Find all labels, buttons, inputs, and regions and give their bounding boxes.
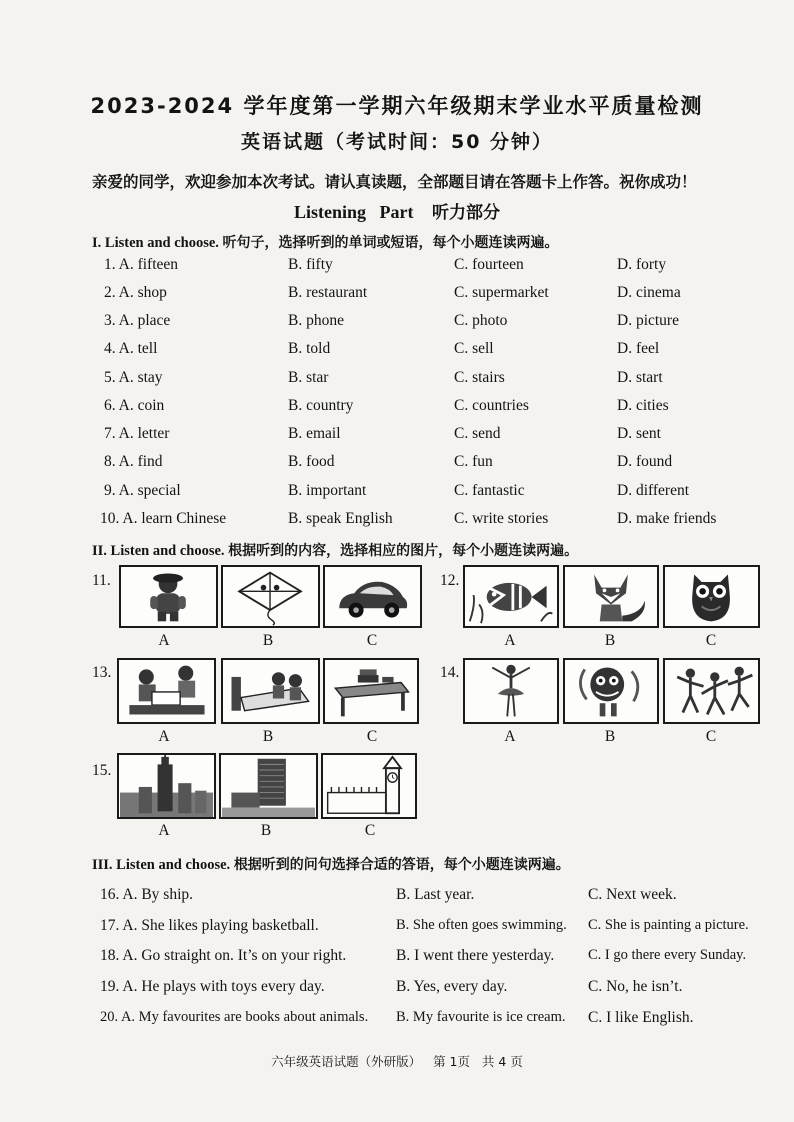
kung-fu-picture: [663, 658, 760, 724]
exam-subtitle: 英语试题（考试时间：50 分钟）: [240, 131, 554, 153]
fox-picture: [563, 565, 659, 628]
option-label: B: [262, 632, 274, 649]
option-a: 5. A. stay: [104, 369, 163, 386]
question-row: [0, 256, 794, 278]
option-a: 3. A. place: [104, 312, 171, 329]
kids-on-bed-picture: [221, 658, 320, 724]
option-b: B. star: [288, 369, 329, 386]
option-a: 4. A. tell: [104, 340, 158, 357]
section-2-heading-cn: 根据听到的内容，选择相应的图片，每个小题连读两遍。: [228, 543, 579, 559]
option-b: B. restaurant: [288, 284, 368, 301]
option-c: C. fun: [454, 453, 493, 470]
big-ben-picture: [321, 753, 417, 819]
question-row: [0, 369, 794, 391]
option-a: 18. A. Go straight on. It’s on your right.: [100, 947, 347, 964]
option-a: 19. A. He plays with toys every day.: [100, 978, 325, 995]
option-d: D. forty: [617, 256, 667, 273]
ballet-dancer-picture: [463, 658, 559, 724]
option-c: C. fantastic: [454, 482, 525, 499]
question-row: [0, 425, 794, 447]
option-label: A: [504, 728, 516, 745]
option-d: D. cinema: [617, 284, 681, 301]
section-1-heading-cn: 听句子，选择听到的单词或短语，每个小题连读两遍。: [222, 235, 559, 251]
question-row: [0, 510, 794, 532]
option-b: B. phone: [288, 312, 344, 329]
question-row: [0, 978, 794, 1000]
page-footer: 六年级英语试题（外研版） 第 1页 共 4 页: [271, 1054, 523, 1069]
option-b: B. I went there yesterday.: [396, 947, 555, 964]
question-row: [0, 482, 794, 504]
option-c: C. fourteen: [454, 256, 524, 273]
option-d: D. sent: [617, 425, 661, 442]
option-a: 20. A. My favourites are books about animals.: [100, 1009, 369, 1025]
option-label: A: [158, 632, 170, 649]
option-c: C. countries: [454, 397, 529, 414]
option-b: B. Last year.: [396, 886, 475, 903]
option-label: B: [260, 822, 272, 839]
option-d: D. cities: [617, 397, 669, 414]
question-number: 11.: [92, 572, 111, 589]
lion-dance-picture: [563, 658, 659, 724]
option-label: C: [705, 728, 717, 745]
option-label: B: [604, 728, 616, 745]
question-number: 14.: [440, 664, 460, 681]
option-b: B. Yes, every day.: [396, 978, 508, 995]
question-row: [0, 947, 794, 969]
section-3-heading-cn: 根据听到的问句选择合适的答语，每个小题连读两遍。: [233, 857, 570, 873]
option-c: C. write stories: [454, 510, 549, 527]
option-c: C. Next week.: [588, 886, 677, 903]
option-c: C. I go there every Sunday.: [588, 947, 747, 963]
section-3-heading: [92, 854, 570, 874]
question-row: [0, 312, 794, 334]
option-d: D. start: [617, 369, 663, 386]
option-label: C: [366, 632, 378, 649]
option-a: 1. A. fifteen: [104, 256, 179, 273]
question-number: 13.: [92, 664, 112, 681]
part-heading-en: Listening Part: [294, 202, 414, 222]
option-d: D. make friends: [617, 510, 717, 527]
fish-picture: [463, 565, 559, 628]
option-label: C: [366, 728, 378, 745]
option-label: A: [158, 728, 170, 745]
option-b: B. food: [288, 453, 335, 470]
question-row: [0, 397, 794, 419]
part-heading-cn: 听力部分: [432, 203, 500, 223]
section-2-heading-en: II. Listen and choose.: [92, 543, 225, 559]
car-picture: [323, 565, 422, 628]
exam-title: 2023-2024 学年度第一学期六年级期末学业水平质量检测: [90, 94, 704, 118]
option-a: 8. A. find: [104, 453, 163, 470]
option-a: 9. A. special: [104, 482, 181, 499]
question-row: [0, 453, 794, 475]
question-number: 15.: [92, 762, 112, 779]
option-label: C: [705, 632, 717, 649]
option-c: C. She is painting a picture.: [588, 917, 749, 933]
option-a: 2. A. shop: [104, 284, 167, 301]
option-d: D. different: [617, 482, 690, 499]
option-c: C. No, he isn’t.: [588, 978, 683, 995]
kite-picture: [221, 565, 320, 628]
un-building-picture: [219, 753, 318, 819]
option-a: 7. A. letter: [104, 425, 170, 442]
owl-picture: [663, 565, 760, 628]
option-b: B. She often goes swimming.: [396, 917, 567, 933]
desk-with-books-picture: [323, 658, 419, 724]
option-b: B. email: [288, 425, 341, 442]
question-row: [0, 284, 794, 306]
doll-picture: [119, 565, 218, 628]
section-3-heading-en: III. Listen and choose.: [92, 857, 231, 873]
option-d: D. found: [617, 453, 673, 470]
option-c: C. send: [454, 425, 501, 442]
option-label: A: [158, 822, 170, 839]
option-label: B: [262, 728, 274, 745]
section-1-heading-en: I. Listen and choose.: [92, 235, 219, 251]
option-c: C. sell: [454, 340, 494, 357]
option-label: B: [604, 632, 616, 649]
option-d: D. feel: [617, 340, 660, 357]
option-b: B. told: [288, 340, 331, 357]
option-a: 6. A. coin: [104, 397, 165, 414]
question-row: [0, 340, 794, 362]
part-heading: [0, 198, 794, 223]
skyscraper-picture: [117, 753, 216, 819]
section-1-heading: [92, 232, 559, 252]
greeting-text: 亲爱的同学，欢迎参加本次考试。请认真读题，全部题目请在答题卡上作答。祝你成功！: [92, 173, 697, 191]
option-b: B. My favourite is ice cream.: [396, 1009, 566, 1025]
option-d: D. picture: [617, 312, 679, 329]
option-b: B. fifty: [288, 256, 333, 273]
option-label: A: [504, 632, 516, 649]
option-b: B. country: [288, 397, 354, 414]
option-b: B. speak English: [288, 510, 393, 527]
kids-reading-picture: [117, 658, 216, 724]
option-a: 16. A. By ship.: [100, 886, 194, 903]
option-c: C. supermarket: [454, 284, 549, 301]
option-b: B. important: [288, 482, 367, 499]
option-label: C: [364, 822, 376, 839]
question-number: 12.: [440, 572, 460, 589]
option-c: C. photo: [454, 312, 508, 329]
option-a: 10. A. learn Chinese: [100, 510, 227, 527]
question-row: [0, 1009, 794, 1031]
section-2-heading: [92, 540, 578, 560]
question-row: [0, 886, 794, 908]
option-a: 17. A. She likes playing basketball.: [100, 917, 319, 934]
option-c: C. stairs: [454, 369, 505, 386]
option-c: C. I like English.: [588, 1009, 694, 1026]
question-row: [0, 917, 794, 939]
